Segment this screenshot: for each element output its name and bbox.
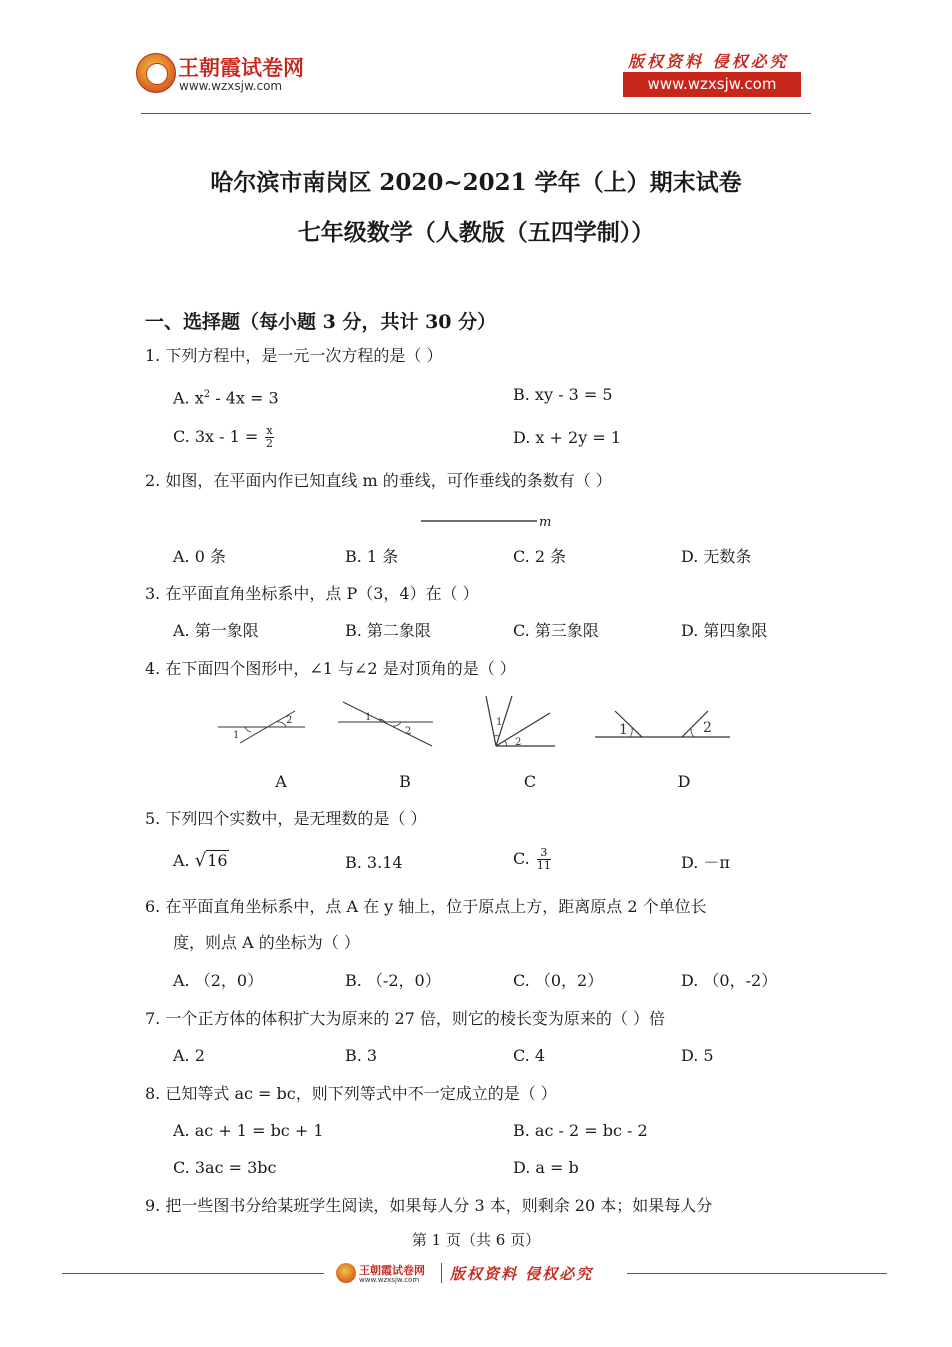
question-2-stem: 2. 如图，在平面内作已知直线 m 的垂线，可作垂线的条数有（ ） [145, 471, 612, 490]
copyright-notice: 版权资料 侵权必究 [628, 52, 789, 71]
exam-subtitle: 七年级数学（人教版（五四学制）） [297, 219, 655, 246]
question-1-stem: 1. 下列方程中，是一元一次方程的是（ ） [145, 346, 443, 365]
question-1-option-c: C. 3x - 1 = $\frac{x}{2}$ [173, 424, 273, 450]
question-7-option-c: C. 4 [513, 1046, 546, 1065]
question-7-option-b: B. 3 [345, 1046, 378, 1065]
question-6-option-a: A. （2，0） [173, 971, 264, 990]
angle-2-label: 2 [515, 737, 522, 748]
question-4-stem: 4. 在下面四个图形中，∠1 与∠2 是对顶角的是（ ） [145, 659, 516, 678]
question-6-option-b: B. （-2，0） [345, 971, 441, 990]
question-5-option-d: D. －π [681, 853, 730, 872]
brand-url: www.wzxsjw.com [179, 79, 283, 93]
angle-2-label: 2 [405, 726, 412, 737]
angle-figure-b [335, 698, 440, 750]
question-9-stem: 9. 把一些图书分给某班学生阅读，如果每人分 3 本，则剩余 20 本；如果每人分 [145, 1196, 713, 1215]
question-8-option-c: C. 3ac = 3bc [173, 1158, 277, 1177]
angle-1-label: 1 [619, 722, 628, 738]
url-banner: www.wzxsjw.com [623, 72, 801, 97]
question-5-option-a: A. √16 [173, 850, 228, 871]
question-2-option-a: A. 0 条 [173, 547, 226, 566]
line-m-figure [415, 510, 565, 532]
footer-rule-left [62, 1273, 324, 1274]
angle-1-label: 1 [365, 712, 372, 723]
angle-1-label: 1 [496, 717, 503, 728]
angle-figure-a [215, 705, 310, 745]
question-6-option-d: D. （0，-2） [681, 971, 778, 990]
page-number: 第 1 页（共 6 页） [411, 1231, 541, 1249]
angle-figure-c [480, 693, 560, 751]
footer-brand-url: www.wzxsjw.com [359, 1276, 420, 1284]
question-3-stem: 3. 在平面直角坐标系中，点 P（3，4）在（ ） [145, 584, 479, 603]
brand-logo-icon [136, 53, 176, 93]
footer-logo-icon [336, 1263, 356, 1283]
question-8-option-a: A. ac + 1 = bc + 1 [173, 1121, 324, 1140]
question-5-option-b: B. 3.14 [345, 853, 403, 872]
figure-label-c: C [523, 772, 537, 791]
header-divider [141, 113, 811, 114]
footer-brand-name: 王朝霞试卷网 [359, 1264, 425, 1277]
brand-name: 王朝霞试卷网 [178, 56, 304, 80]
question-2-option-d: D. 无数条 [681, 547, 752, 566]
footer-copyright: 版权资料 侵权必究 [450, 1265, 594, 1283]
angle-1-label: 1 [233, 730, 240, 741]
question-3-option-c: C. 第三象限 [513, 621, 599, 640]
question-1-option-d: D. x + 2y = 1 [513, 428, 622, 447]
question-7-option-d: D. 5 [681, 1046, 714, 1065]
footer-rule-right [627, 1273, 887, 1274]
question-6-stem-line2: 度，则点 A 的坐标为（ ） [173, 933, 360, 952]
question-7-option-a: A. 2 [173, 1046, 205, 1065]
question-8-stem: 8. 已知等式 ac = bc，则下列等式中不一定成立的是（ ） [145, 1084, 557, 1103]
footer-divider [441, 1263, 442, 1283]
question-8-option-d: D. a = b [513, 1158, 579, 1177]
question-5-option-c: C. $\frac{3}{11}$ [513, 846, 551, 872]
question-8-option-b: B. ac - 2 = bc - 2 [513, 1121, 648, 1140]
question-6-option-c: C. （0，2） [513, 971, 604, 990]
figure-label-a: A [275, 772, 287, 791]
line-m-label: m [539, 515, 552, 530]
question-1-option-b: B. xy - 3 = 5 [513, 385, 613, 404]
angle-2-label: 2 [703, 720, 712, 736]
question-3-option-a: A. 第一象限 [173, 621, 259, 640]
figure-label-b: B [399, 772, 411, 791]
question-3-option-b: B. 第二象限 [345, 621, 431, 640]
question-2-option-c: C. 2 条 [513, 547, 567, 566]
figure-label-d: D [677, 772, 691, 791]
question-5-stem: 5. 下列四个实数中，是无理数的是（ ） [145, 809, 427, 828]
question-7-stem: 7. 一个正方体的体积扩大为原来的 27 倍，则它的棱长变为原来的（ ）倍 [145, 1009, 665, 1028]
question-1-option-a: A. $x^2 - 4x = 3$ [173, 388, 279, 408]
question-6-stem-line1: 6. 在平面直角坐标系中，点 A 在 y 轴上，位于原点上方，距离原点 2 个单位长 [145, 897, 707, 916]
angle-figure-d [590, 707, 735, 741]
question-3-option-d: D. 第四象限 [681, 621, 768, 640]
question-2-option-b: B. 1 条 [345, 547, 399, 566]
angle-2-label: 2 [286, 715, 293, 726]
exam-title: 哈尔滨市南岗区 2020~2021 学年（上）期末试卷 [210, 169, 742, 196]
section-heading: 一、选择题（每小题 3 分，共计 30 分） [145, 311, 497, 333]
